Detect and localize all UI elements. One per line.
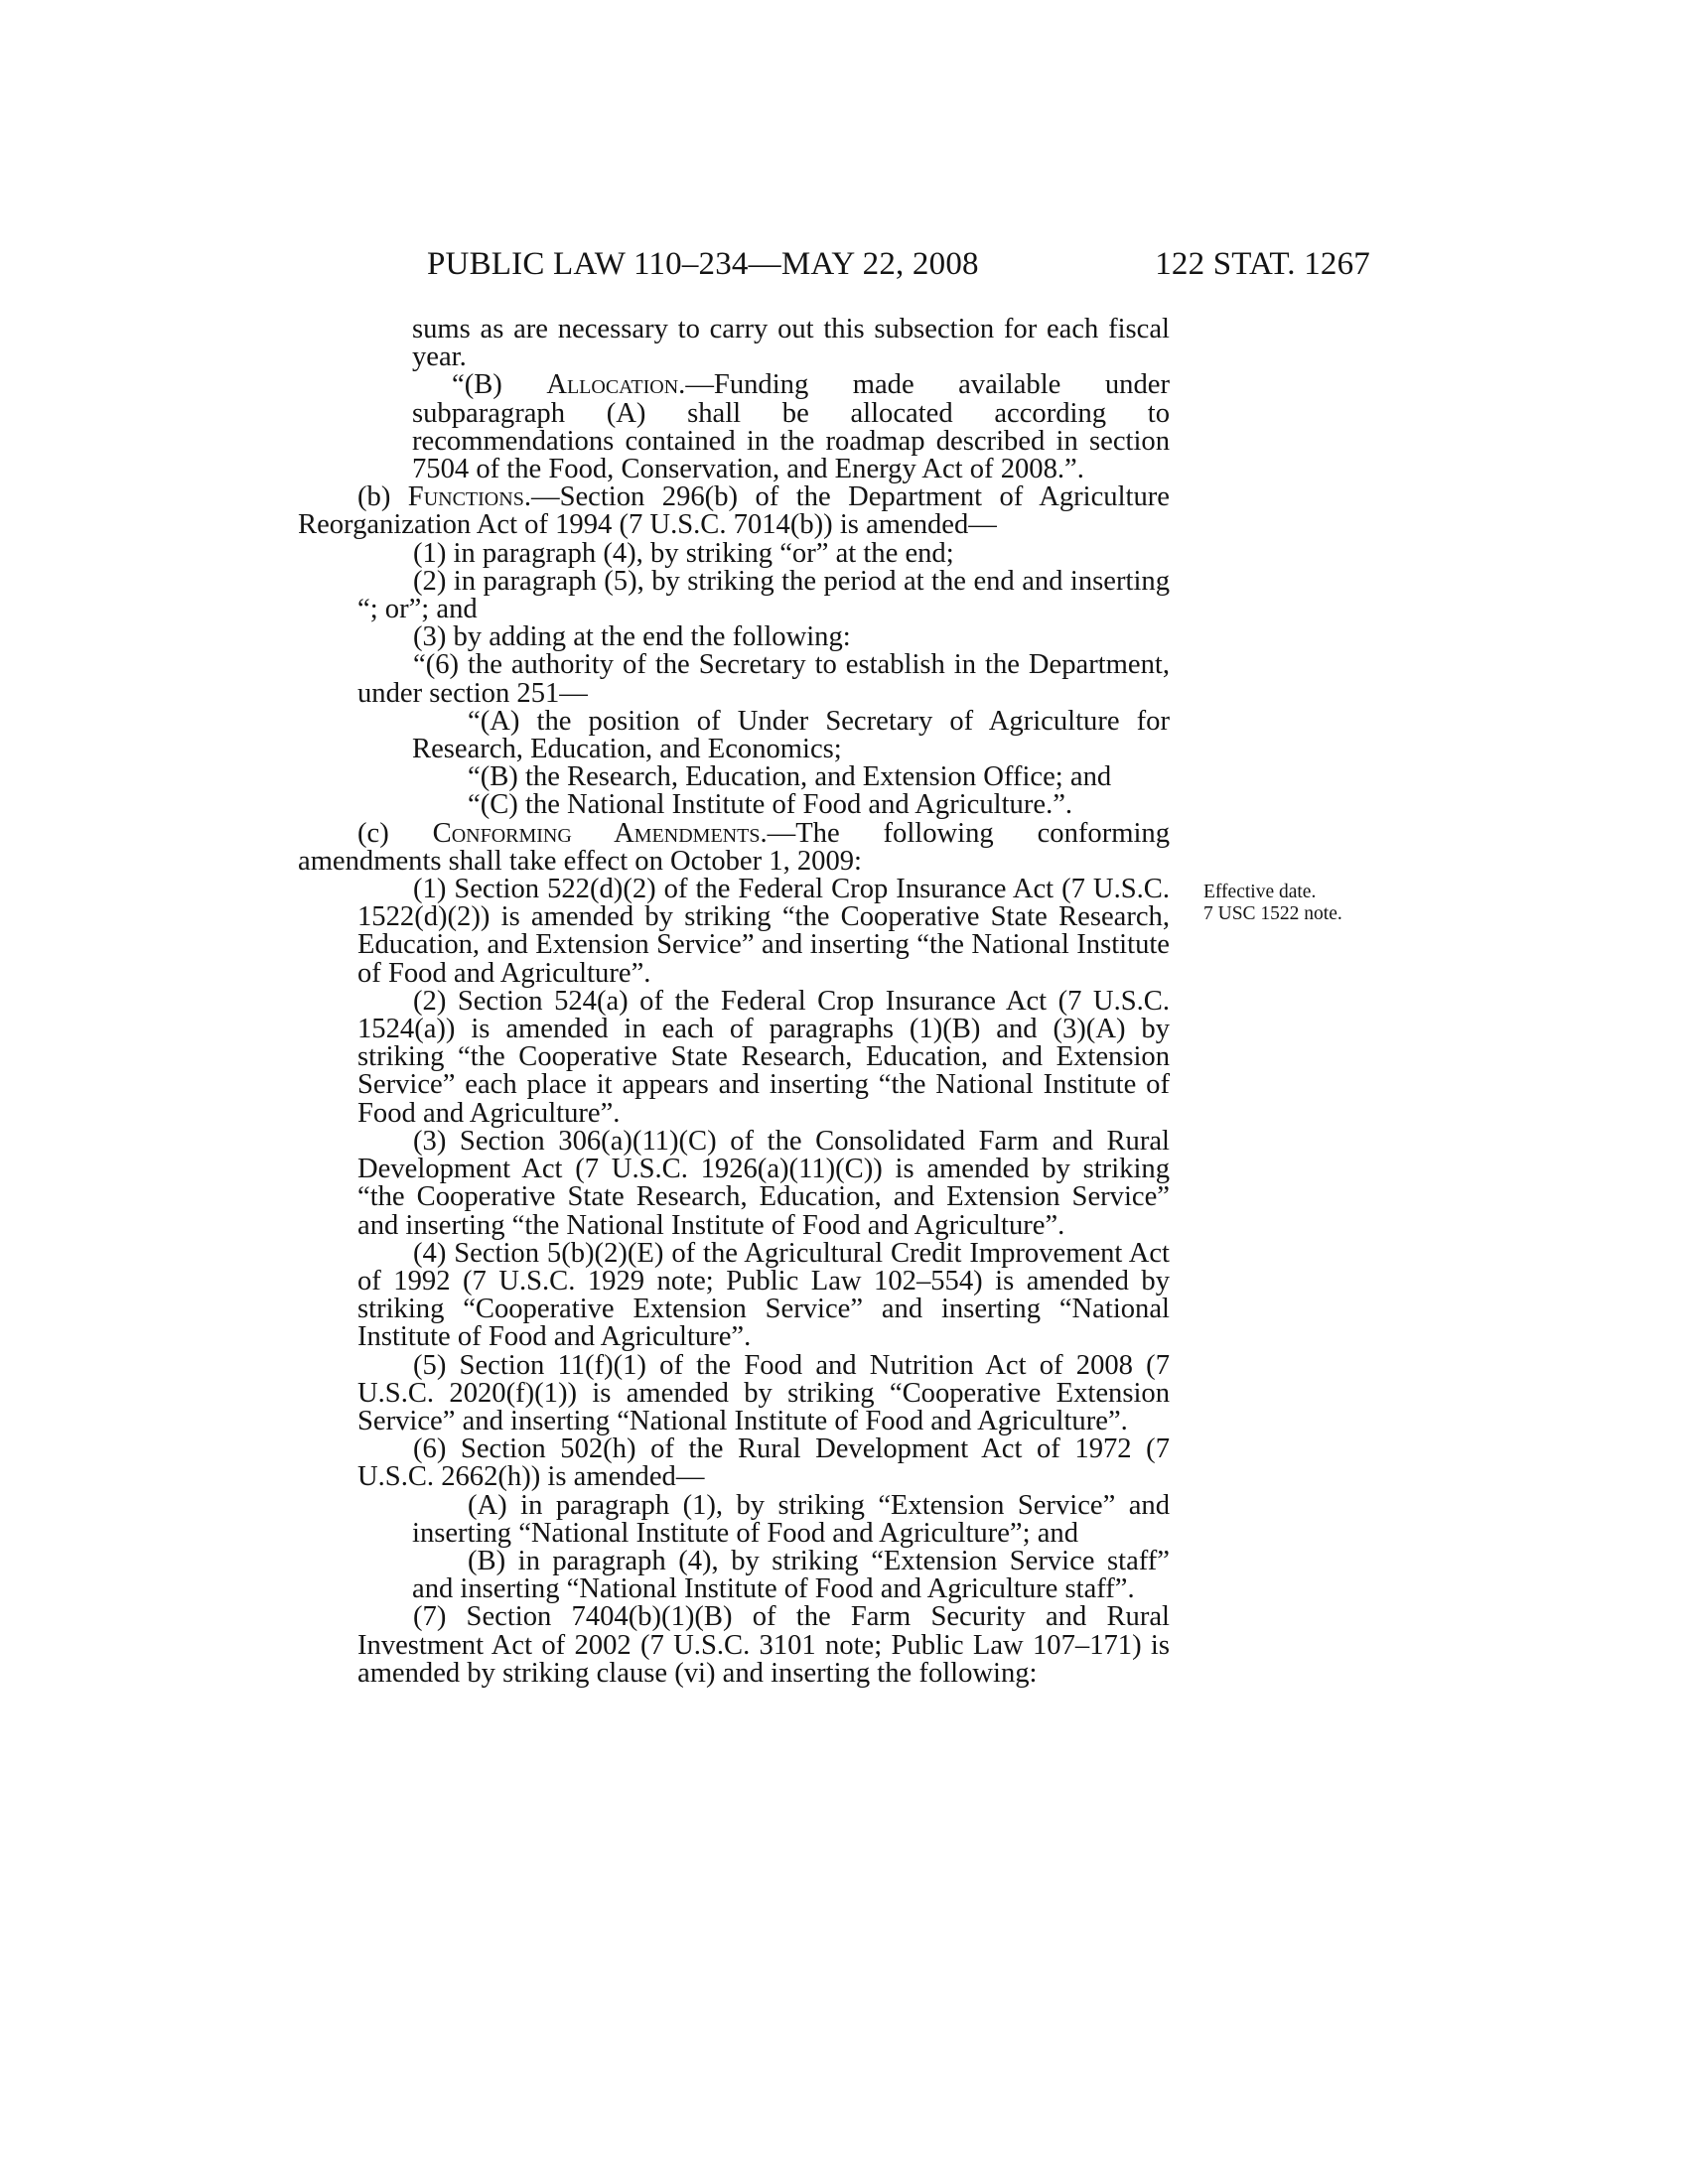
header-citation: PUBLIC LAW 110–234—MAY 22, 2008 — [427, 246, 979, 282]
paragraph: “(6) the authority of the Secretary to establish in the Department, under section 251— — [357, 649, 1170, 709]
margin-note-usc-citation: 7 USC 1522 note. — [1203, 903, 1342, 924]
paragraph-lead: (b) — [357, 481, 408, 513]
paragraph: (1) in paragraph (4), by striking “or” at the end; — [413, 537, 954, 569]
paragraph: (4) Section 5(b)(2)(E) of the Agricultural Credit Improvement Act of 1992 (7 U.S.C. 1929 note; Public Law 102–554) is amended by striking “Cooperative Extension Service” and inserting “National Institute of Food and Agriculture”. — [357, 1237, 1170, 1353]
paragraph-heading: Allocation — [546, 369, 679, 401]
margin-note — [1203, 882, 1382, 925]
body-text — [298, 316, 1170, 1688]
paragraph: (6) Section 502(h) of the Rural Development Act of 1972 (7 U.S.C. 2662(h)) is amended— — [357, 1433, 1170, 1493]
paragraph-allocation — [298, 371, 1170, 483]
paragraph-functions — [298, 483, 1170, 539]
paragraph: (1) Section 522(d)(2) of the Federal Crop Insurance Act (7 U.S.C. 1522(d)(2)) is amended by striking “the Cooperative State Research, Education, and Extension Service” and inserting “the National Institute of Food and Agriculture”. — [357, 874, 1170, 989]
paragraph-conforming-amendments — [298, 817, 1171, 877]
paragraph-text: .—Section 296(b) of the Department of Agriculture Reorganization Act of 1994 (7 U.S.C. 7014(b)) is amended— — [298, 481, 1170, 541]
paragraph-heading: Functions — [407, 481, 524, 513]
paragraph: (2) Section 524(a) of the Federal Crop Insurance Act (7 U.S.C. 1524(a)) is amended in each of paragraphs (1)(B) and (3)(A) by striking “the Cooperative State Research, Education, and Extension Service” each place it appears and inserting “the National Institute of Food and Agriculture”. — [357, 985, 1170, 1129]
running-header — [298, 246, 1370, 286]
paragraph: “(C) the National Institute of Food and Agriculture.”. — [468, 789, 1073, 821]
margin-note-effective-date: Effective date. — [1203, 882, 1317, 902]
paragraph: (5) Section 11(f)(1) of the Food and Nutrition Act of 2008 (7 U.S.C. 2020(f)(1)) is amended by striking “Cooperative Extension Service” and inserting “National Institute of Food and Agriculture”. — [357, 1349, 1170, 1436]
paragraph: sums as are necessary to carry out this subsection for each fiscal year. — [412, 314, 1170, 373]
paragraph: (B) in paragraph (4), by striking “Extension Service staff” and inserting “National Institute of Food and Agriculture staff”. — [412, 1545, 1170, 1605]
paragraph-lead: (c) — [357, 817, 433, 849]
paragraph: “(A) the position of Under Secretary of Agriculture for Research, Education, and Economics; — [412, 705, 1170, 765]
paragraph: “(B) the Research, Education, and Extension Office; and — [468, 761, 1112, 793]
paragraph-text: .—The following conforming amendments shall take effect on October 1, 2009: — [298, 817, 1171, 877]
paragraph: (2) in paragraph (5), by striking the period at the end and inserting “; or”; and — [357, 565, 1170, 625]
paragraph-heading: Conforming Amendments — [432, 817, 761, 849]
paragraph: (7) Section 7404(b)(1)(B) of the Farm Security and Rural Investment Act of 2002 (7 U.S.C. 3101 note; Public Law 107–171) is amended by striking clause (vi) and inserting the following: — [357, 1601, 1170, 1689]
header-stat-page: 122 STAT. 1267 — [1155, 246, 1370, 282]
paragraph: (A) in paragraph (1), by striking “Extension Service” and inserting “National Institute of Food and Agriculture”; and — [412, 1489, 1170, 1549]
paragraph-lead: “(B) — [452, 369, 547, 401]
paragraph: (3) Section 306(a)(11)(C) of the Consolidated Farm and Rural Development Act (7 U.S.C. 1926(a)(11)(C)) is amended by striking “the Cooperative State Research, Education, and Extension Service” and inserting “the National Institute of Food and Agriculture”. — [357, 1125, 1170, 1241]
paragraph: (3) by adding at the end the following: — [413, 621, 851, 653]
paragraph-text: .—Funding made available under subparagraph (A) shall be allocated according to recommendations contained in the roadmap described in section 7504 of the Food, Conservation, and Energy Act of 2008.”. — [412, 369, 1170, 485]
